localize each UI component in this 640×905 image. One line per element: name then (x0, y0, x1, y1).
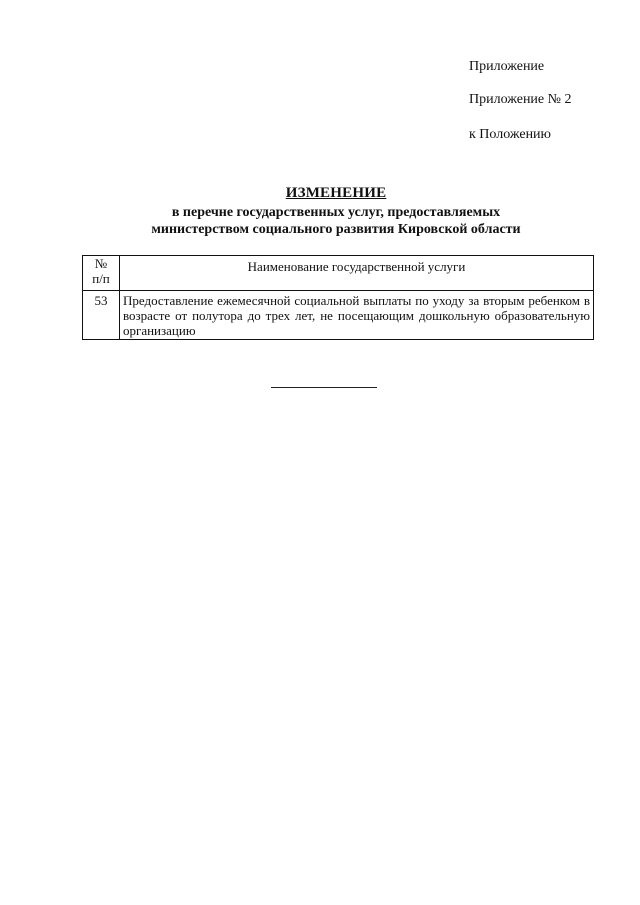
document-subtitle-line-2: министерством социального развития Кировской области (151, 222, 521, 237)
appendix-label: Приложение (469, 59, 545, 74)
header-number-cell (83, 256, 120, 291)
row-service-name: Предоставление ежемесячной социальной выплаты по уходу за вторым ребенком в возрасте от полутора до трех лет, не посещающим дошкольную образовательную организацию (120, 291, 594, 340)
appendix-number: Приложение № 2 (469, 92, 572, 107)
table-header-row (83, 256, 594, 291)
table-row (83, 291, 594, 340)
header-number-symbol: № (94, 256, 108, 271)
header-service-name: Наименование государственной услуги (120, 256, 594, 291)
document-subtitle-line-1: в перечне государственных услуг, предоставляемых (171, 205, 501, 220)
document-title: ИЗМЕНЕНИЕ (285, 185, 387, 201)
appendix-reference: к Положению (469, 127, 552, 142)
end-separator-line (271, 387, 377, 388)
header-number-abbrev: п/п (92, 271, 110, 286)
row-number: 53 (83, 291, 120, 340)
services-table (82, 255, 594, 340)
